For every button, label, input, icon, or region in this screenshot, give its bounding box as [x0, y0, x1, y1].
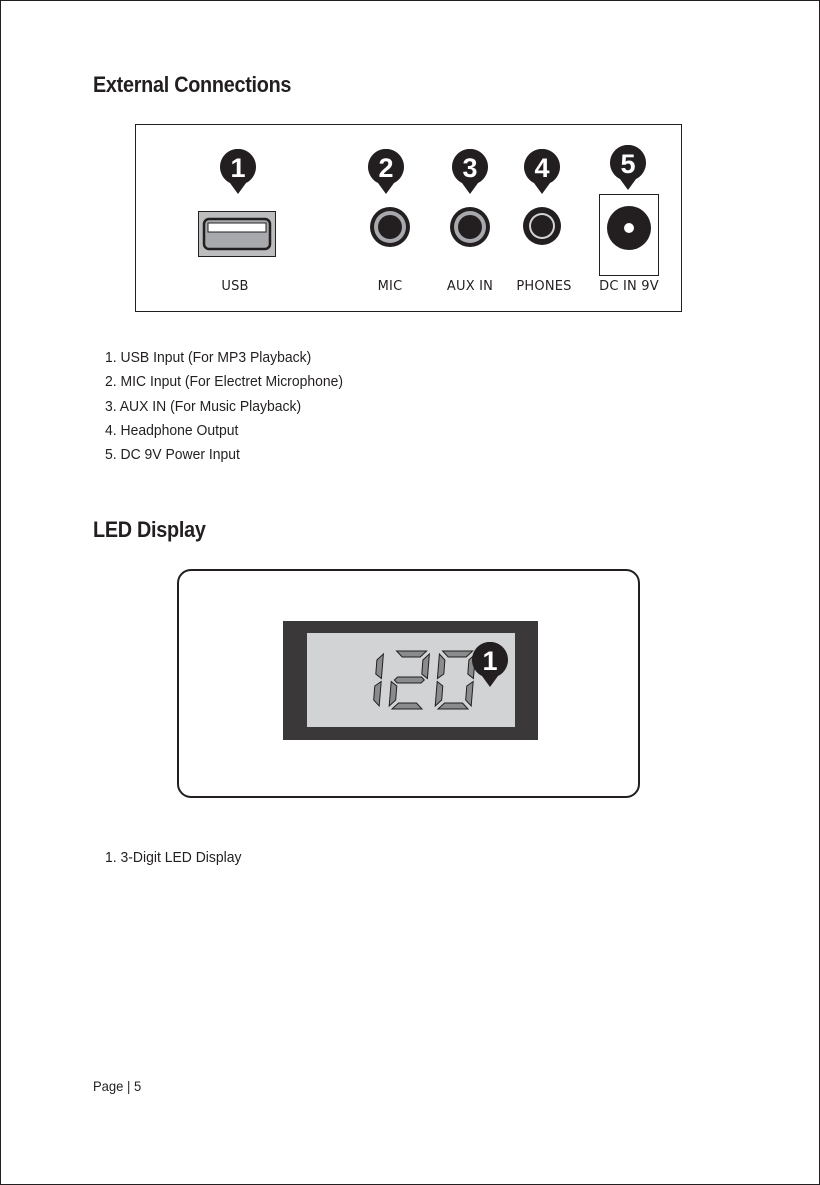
phones-label: PHONES: [516, 279, 572, 294]
led-display-panel: [177, 569, 640, 798]
list-item: 1. USB Input (For MP3 Playback): [105, 349, 312, 366]
led-segment-2-e: [389, 682, 397, 707]
led-segment-0-a: [443, 651, 473, 657]
callout-marker-5: [608, 145, 648, 191]
callout-number: 4: [534, 153, 550, 183]
aux-in-label: AUX IN: [446, 279, 494, 294]
connections-panel: [135, 124, 682, 312]
led-segment-0-f: [437, 654, 445, 679]
led-list: [105, 846, 252, 870]
mic-label: MIC: [377, 279, 403, 294]
connections-list: [105, 346, 361, 467]
page-footer: [93, 1078, 141, 1094]
list-item: 1. 3-Digit LED Display: [105, 849, 242, 866]
page-number: 5: [134, 1078, 142, 1094]
dc-power-jack-icon: [599, 194, 659, 281]
led-segment-0-d: [438, 703, 468, 709]
section-title-led-display: LED Display: [93, 517, 206, 542]
led-segment-1-b: [376, 654, 384, 679]
callout-number: 2: [378, 153, 394, 183]
led-segment-2-b: [422, 654, 430, 679]
callout-marker-led-1: [470, 642, 510, 688]
callout-number: 5: [620, 149, 636, 179]
callout-marker-3: [450, 149, 490, 195]
led-segment-0-e: [435, 682, 443, 707]
usb-port-icon: [198, 211, 276, 262]
led-segment-2-g: [394, 677, 424, 683]
page-label: Page: [93, 1078, 124, 1094]
callout-number: 1: [230, 153, 246, 183]
list-item: 2. MIC Input (For Electret Microphone): [105, 373, 344, 391]
led-segment-2-a: [397, 651, 427, 657]
callout-marker-4: [522, 149, 562, 195]
list-item: 4. Headphone Output: [105, 421, 239, 439]
headphone-jack-icon: [522, 206, 562, 251]
page-separator: |: [127, 1078, 131, 1094]
mic-jack-icon: [368, 205, 412, 254]
callout-marker-2: [366, 149, 406, 195]
callout-number: 1: [482, 646, 498, 676]
callout-marker-1: [218, 149, 258, 195]
aux-jack-icon: [448, 205, 492, 254]
callout-number: 3: [462, 153, 478, 183]
dc-in-label: DC IN 9V: [599, 279, 659, 294]
list-item: 5. DC 9V Power Input: [105, 446, 240, 464]
list-item: 3. AUX IN (For Music Playback): [105, 397, 302, 415]
led-segment-2-d: [392, 703, 422, 709]
section-title-external-connections: External Connections: [93, 72, 292, 97]
usb-label: USB: [221, 279, 249, 294]
led-segment-1-c: [374, 682, 382, 707]
